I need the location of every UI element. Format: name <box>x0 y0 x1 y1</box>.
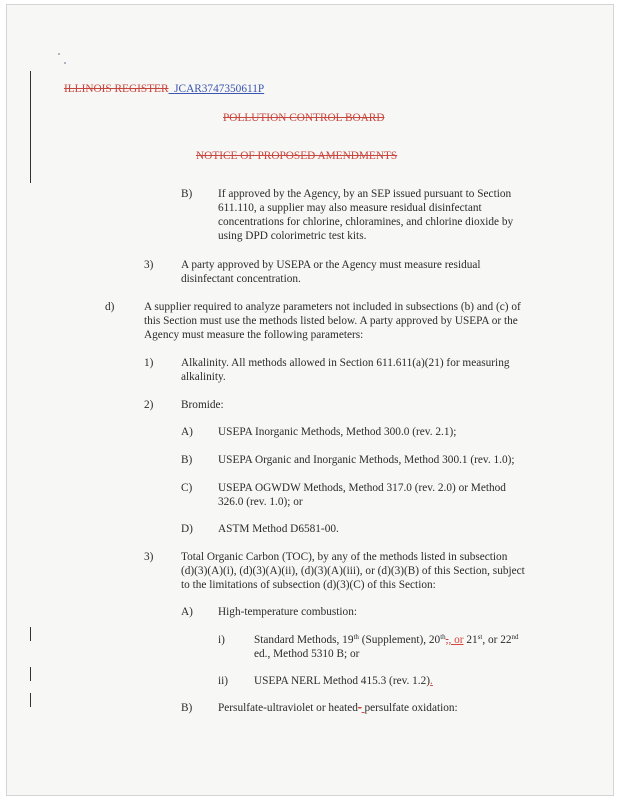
paragraph-line: USEPA Inorganic Methods, Method 300.0 (rev. 2.1); <box>218 426 457 438</box>
item-label: C) <box>181 482 193 494</box>
paragraph-line <box>254 675 433 689</box>
paragraph-line: A supplier required to analyze parameters not included in subsections (b) and (c) of <box>144 301 521 313</box>
struck-comma: , <box>445 634 449 646</box>
paragraph-line: disinfectant concentration. <box>181 273 301 285</box>
superscript: st <box>477 633 483 641</box>
paragraph-line: If approved by the Agency, by an SEP issued pursuant to Section <box>218 188 512 200</box>
scan-speck <box>58 53 60 55</box>
paragraph-line: (d)(3)(A)(i), (d)(3)(A)(ii), (d)(3)(A)(iii), or (d)(3)(B) of this Section, subject <box>181 565 525 577</box>
item-label: B) <box>181 454 193 466</box>
paragraph-line: A party approved by USEPA or the Agency must measure residual <box>181 259 481 271</box>
paragraph-line: alkalinity. <box>181 371 226 383</box>
paragraph-line: Agency must measure the following parameters: <box>144 329 364 341</box>
register-struck: ILLINOIS REGISTER <box>64 83 169 95</box>
item-label: B) <box>181 188 193 200</box>
text-run: persulfate oxidation: <box>364 702 458 714</box>
board-header: POLLUTION CONTROL BOARD <box>223 112 385 124</box>
superscript: nd <box>511 633 519 641</box>
change-bar <box>30 627 31 641</box>
paragraph-line: High-temperature combustion: <box>218 606 357 618</box>
paragraph-line: concentrations for chlorine, chloramines, and chlorine dioxide by <box>218 216 514 228</box>
register-header <box>64 83 264 97</box>
register-inserted: JCAR3747350611P <box>174 83 265 95</box>
superscript: th <box>440 633 446 641</box>
paragraph-line: 611.110, a supplier may also measure residual disinfectant <box>218 202 482 214</box>
paragraph-line <box>218 702 458 716</box>
item-label: i) <box>218 634 225 646</box>
paragraph-line: ASTM Method D6581-00. <box>218 523 339 535</box>
inserted-or: , or <box>448 634 464 646</box>
paragraph-line: Total Organic Carbon (TOC), by any of the methods listed in subsection <box>181 551 508 563</box>
superscript: th <box>353 633 359 641</box>
paragraph-line <box>254 634 519 648</box>
change-bar <box>30 693 31 707</box>
change-bar <box>30 71 31 183</box>
text-run: 21 <box>463 634 478 646</box>
change-bar <box>30 667 31 681</box>
struck-hyphen: - <box>357 702 362 714</box>
text-run: Persulfate-ultraviolet or heated <box>218 702 358 714</box>
text-run: Standard Methods, 19 <box>254 634 354 646</box>
notice-header: NOTICE OF PROPOSED AMENDMENTS <box>196 150 398 162</box>
item-label: ii) <box>218 675 229 687</box>
text-run: (Supplement), 20 <box>358 634 441 646</box>
item-label: A) <box>181 606 193 618</box>
item-label: d) <box>105 301 115 313</box>
item-label: 1) <box>144 357 154 369</box>
paragraph-line: 326.0 (rev. 1.0); or <box>218 496 303 508</box>
paragraph-line: USEPA OGWDW Methods, Method 317.0 (rev. 2.0) or Method <box>218 482 506 494</box>
paragraph-line: this Section must use the methods listed below. A party approved by USEPA or the <box>144 315 518 327</box>
paragraph-line: Bromide: <box>181 399 224 411</box>
paragraph-line: USEPA Organic and Inorganic Methods, Method 300.1 (rev. 1.0); <box>218 454 515 466</box>
paragraph-line: Alkalinity. All methods allowed in Section 611.611(a)(21) for measuring <box>181 357 510 369</box>
paragraph-line: using DPD colorimetric test kits. <box>218 230 367 242</box>
text-run: , or 22 <box>482 634 512 646</box>
item-label: 3) <box>144 259 154 271</box>
item-label: 2) <box>144 399 154 411</box>
item-label: A) <box>181 426 193 438</box>
inserted-period: . <box>430 675 433 687</box>
document-page <box>6 4 614 796</box>
item-label: D) <box>181 523 193 535</box>
scan-speck <box>64 62 66 64</box>
paragraph-line: to the limitations of subsection (d)(3)(C) of this Section: <box>181 579 436 591</box>
text-run: USEPA NERL Method 415.3 (rev. 1.2) <box>254 675 431 687</box>
item-label: 3) <box>144 551 154 563</box>
item-label: B) <box>181 702 193 714</box>
paragraph-line: ed., Method 5310 B; or <box>254 648 360 660</box>
